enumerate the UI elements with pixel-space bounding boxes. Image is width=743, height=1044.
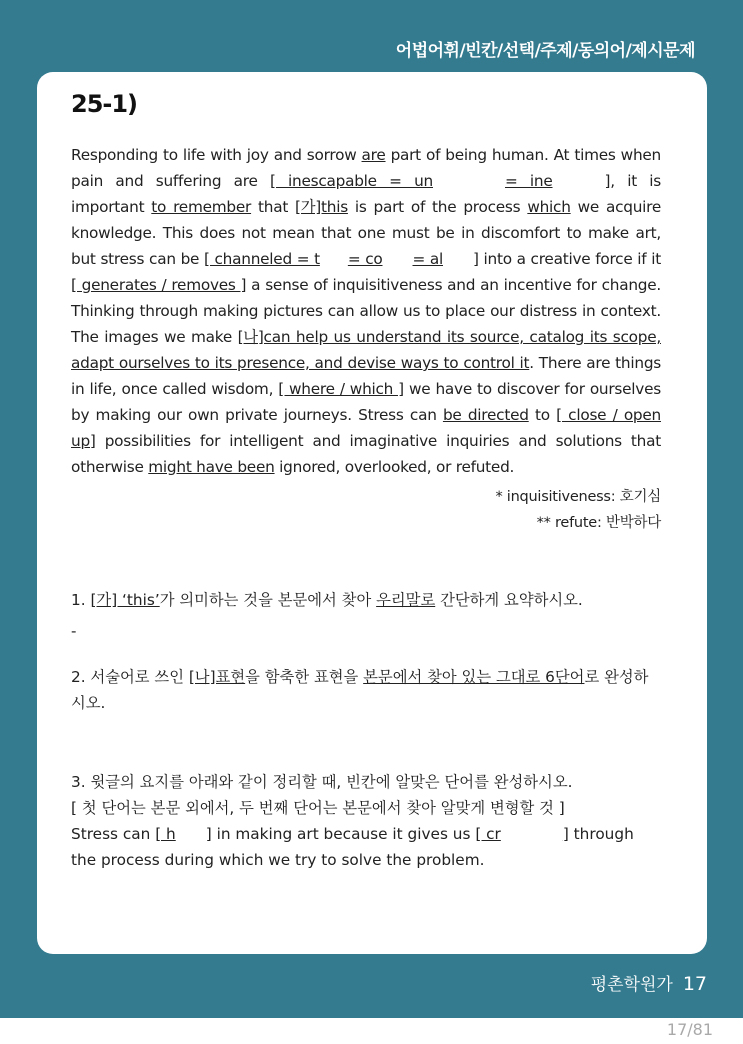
blank-inescapable: [ inescapable = un = ine ] [269, 172, 611, 190]
blank-channeled: [ channeled = t = co = al ] [204, 250, 479, 268]
academy-name: 평촌학원가 [590, 975, 673, 995]
text: is part of the process [347, 198, 528, 216]
passage-text [71, 142, 661, 480]
passage [71, 142, 661, 536]
category-banner: 어법어휘/빈칸/선택/주제/동의어/제시문제 [395, 41, 695, 61]
blank-cr: [ cr ] [475, 825, 569, 843]
text: . There are things in life, once called wisdom, [71, 354, 661, 398]
question-1: 1. [가] ‘this’가 의미하는 것을 본문에서 찾아 우리말로 간단하게 요약하시오. [71, 591, 583, 609]
choice-where-which: [ where / which ] [278, 380, 404, 398]
choice-generates-removes: [ generates / removes ] [71, 276, 247, 294]
q1-korean: 우리말로 [376, 591, 436, 609]
footer [591, 970, 707, 995]
question-number: 25-1) [71, 90, 138, 118]
text: ignored, overlooked, or refuted. [274, 458, 515, 476]
text: part of being human. At times when pain and suffering are [71, 146, 661, 190]
note-refute: ** refute: 반박하다 [536, 515, 661, 531]
underlined-which: which [527, 198, 571, 216]
question-card [37, 72, 707, 954]
text: possibilities for intelligent and imaginative inquiries and solutions that otherwise [71, 432, 661, 476]
q3-instruction: [ 첫 단어는 본문 외에서, 두 번째 단어는 본문에서 찾아 알맞게 변형할 것 ] [71, 799, 565, 817]
q2-ref: [나]표현 [188, 668, 246, 686]
underlined-are: are [361, 146, 386, 164]
text: Responding to life with joy and sorrow [71, 146, 362, 164]
q2-instruction: 본문에서 찾아 있는 그대로 6단어 [363, 668, 585, 686]
choice-close-open: [ close / open up] [71, 406, 661, 450]
underlined-be-directed: be directed [442, 406, 529, 424]
text: that [251, 198, 296, 216]
question-2: 2. 서술어로 쓰인 [나]표현을 함축한 표현을 본문에서 찾아 있는 그대로 6단어로 완성하시오. [71, 668, 649, 712]
blank-h: [ h ] [155, 825, 212, 843]
text: into a creative force if it [478, 250, 661, 268]
text: we have to discover for ourselves by making our own private journeys. Stress can [71, 380, 661, 424]
note-inquisitiveness: * inquisitiveness: 호기심 [495, 489, 661, 505]
q3-summary: Stress can [ h ] in making art because it gives us [ cr ] through the process during which we try to solve the problem. [71, 825, 634, 869]
underlined-might-have-been: might have been [148, 458, 275, 476]
answer-mark: - [71, 622, 77, 640]
page-number: 17 [682, 973, 707, 995]
text: , it is important [71, 172, 661, 216]
text: a sense of inquisitiveness and an incentive for change. Thinking through making pictures can allow us to place our distress in context. The images we make [71, 276, 662, 346]
underlined-na-phrase: [나]can help us understand its source, catalog its scope, adapt ourselves to its presence, and devise ways to control it [71, 328, 661, 372]
page-indicator: 17/81 [666, 1020, 713, 1039]
underlined-to-remember: to remember [151, 198, 252, 216]
question-3 [71, 769, 661, 873]
vocab-notes [71, 484, 661, 536]
underlined-ga-this: [가]this [295, 198, 348, 216]
q1-ref: [가] ‘this’ [90, 591, 160, 609]
q3-prompt: 3. 윗글의 요지를 아래와 같이 정리할 때, 빈칸에 알맞은 단어를 완성하시오. [71, 773, 573, 791]
text: to [528, 406, 557, 424]
text: we acquire knowledge. This does not mean that one must be in discomfort to make art, but stress can be [71, 198, 662, 268]
